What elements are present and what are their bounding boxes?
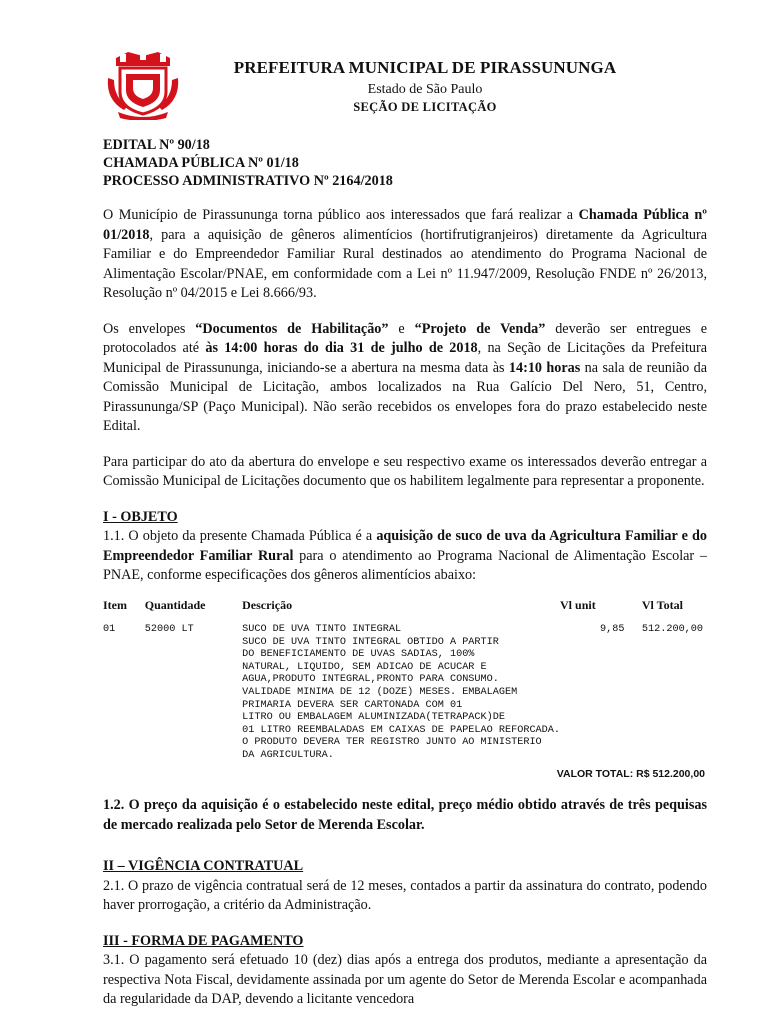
grand-total: VALOR TOTAL: R$ 512.200,00 bbox=[556, 767, 705, 780]
section-heading-pagamento: III - FORMA DE PAGAMENTO bbox=[103, 932, 304, 949]
description-line: PRIMARIA DEVERA SER CARTONADA COM 01 bbox=[242, 699, 463, 711]
col-header-total-value: Vl Total bbox=[641, 597, 683, 612]
pagamento-paragraph: 3.1. O pagamento será efetuado 10 (dez) dias após a entrega dos produtos, mediante a apresentação da respectiva Nota Fiscal, devidamente assinada por um agente do Setor de Merenda Escolar e acompanhada da regularidade da DAP, devendo a licitante vencedora bbox=[103, 952, 707, 1008]
description-line: O PRODUTO DEVERA TER REGISTRO JUNTO AO MINISTERIO bbox=[242, 737, 542, 749]
objeto-paragraph: 1.1. O objeto da presente Chamada Pública é a aquisição de suco de uva da Agricultura Familiar e do Empreendedor Familiar Rural para o atendimento ao Programa Nacional de Alimentação Escolar – PNAE, conforme especificações dos gêneros alimentícios abaixo: bbox=[103, 528, 707, 583]
document-body bbox=[103, 136, 707, 1010]
edital-number: EDITAL Nº 90/18 bbox=[103, 137, 210, 153]
col-header-item: Item bbox=[103, 597, 127, 612]
cell-total-value: 512.200,00 bbox=[641, 624, 704, 635]
participation-paragraph: Para participar do ato da abertura do envelope e seu respectivo exame os interessados deverão entregar a Comissão Municipal de Licitações documento que os habilitem legalmente para representar a proponente. bbox=[103, 453, 707, 489]
description-line: DA AGRICULTURA. bbox=[242, 749, 334, 761]
document-identifiers bbox=[103, 136, 707, 190]
vigencia-paragraph: 2.1. O prazo de vigência contratual será de 12 meses, contados a partir da assinatura do contrato, podendo haver prorrogação, a critério da Administração. bbox=[103, 877, 707, 914]
description-line: AGUA,PRODUTO INTEGRAL,PRONTO PARA CONSUMO. bbox=[242, 674, 499, 686]
state-subtitle: Estado de São Paulo bbox=[367, 82, 483, 97]
cell-item: 01 bbox=[103, 624, 116, 635]
cell-description bbox=[242, 624, 560, 763]
col-header-description: Descrição bbox=[242, 597, 293, 612]
municipal-coat-of-arms-icon bbox=[106, 48, 180, 120]
description-line: 01 LITRO REEMBALADAS EM CAIXAS DE PAPELAO REFORCADA. bbox=[242, 724, 561, 736]
cell-quantity: 52000 LT bbox=[144, 624, 194, 635]
description-line: VALIDADE MINIMA DE 12 (DOZE) MESES. EMBALAGEM bbox=[242, 686, 518, 698]
description-line: SUCO DE UVA TINTO INTEGRAL bbox=[242, 624, 402, 635]
institution-title: PREFEITURA MUNICIPAL DE PIRASSUNUNGA bbox=[233, 58, 617, 77]
price-clause-paragraph: 1.2. O preço da aquisição é o estabelecido neste edital, preço médio obtido através de três pequisas de mercado realizada pelo Setor de Merenda Escolar. bbox=[103, 797, 707, 833]
section-subtitle: SEÇÃO DE LICITAÇÃO bbox=[353, 100, 497, 114]
description-line: LITRO OU EMBALAGEM ALUMINIZADA(TETRAPACK)DE bbox=[242, 712, 505, 724]
col-header-unit-value: Vl unit bbox=[560, 597, 596, 612]
envelopes-paragraph: Os envelopes “Documentos de Habilitação” e “Projeto de Venda” deverão ser entregues e protocolados até às 14:00 horas do dia 31 de julho de 2018, na Seção de Licitações da Prefeitura Municipal de Pirassununga, iniciando-se a abertura na mesma data às 14:10 horas na sala de reunião da Comissão Municipal de Licitação, ambos localizados na Rua Galício Del Nero, 51, Centro, Pirassununga/SP (Paço Municipal). Não serão recebidos os envelopes fora do prazo estabelecido neste Edital. bbox=[103, 320, 708, 434]
cell-unit-value: 9,85 bbox=[600, 624, 625, 635]
col-header-quantity: Quantidade bbox=[144, 597, 206, 612]
description-line: NATURAL, LIQUIDO, SEM ADICAO DE ACUCAR E bbox=[242, 661, 487, 673]
table-row bbox=[103, 624, 707, 763]
section-heading-vigencia: II – VIGÊNCIA CONTRATUAL bbox=[103, 858, 304, 875]
intro-paragraph: O Município de Pirassununga torna público aos interessados que fará realizar a Chamada Pública nº 01/2018, para a aquisição de gêneros alimentícios (hortifrutigranjeiros) diretamente da Agricultura Familiar e do Empreendedor Familiar Rural destinados ao atendimento do Programa Nacional de Alimentação Escolar/PNAE, em conformidade com a Lei nº 11.947/2009, Resolução FNDE nº 26/2013, Resolução nº 04/2015 e Lei 8.666/93. bbox=[103, 207, 707, 301]
items-table bbox=[103, 596, 707, 763]
section-heading-objeto: I - OBJETO bbox=[103, 508, 178, 525]
table-header-row bbox=[103, 596, 707, 616]
processo-number: PROCESSO ADMINISTRATIVO Nº 2164/2018 bbox=[103, 173, 393, 189]
description-line: DO BENEFICIAMENTO DE UVAS SADIAS, 100% bbox=[242, 649, 475, 661]
letterhead bbox=[195, 58, 655, 115]
description-line: SUCO DE UVA TINTO INTEGRAL OBTIDO A PARTIR bbox=[242, 636, 499, 648]
chamada-number: CHAMADA PÚBLICA Nº 01/18 bbox=[103, 155, 299, 171]
